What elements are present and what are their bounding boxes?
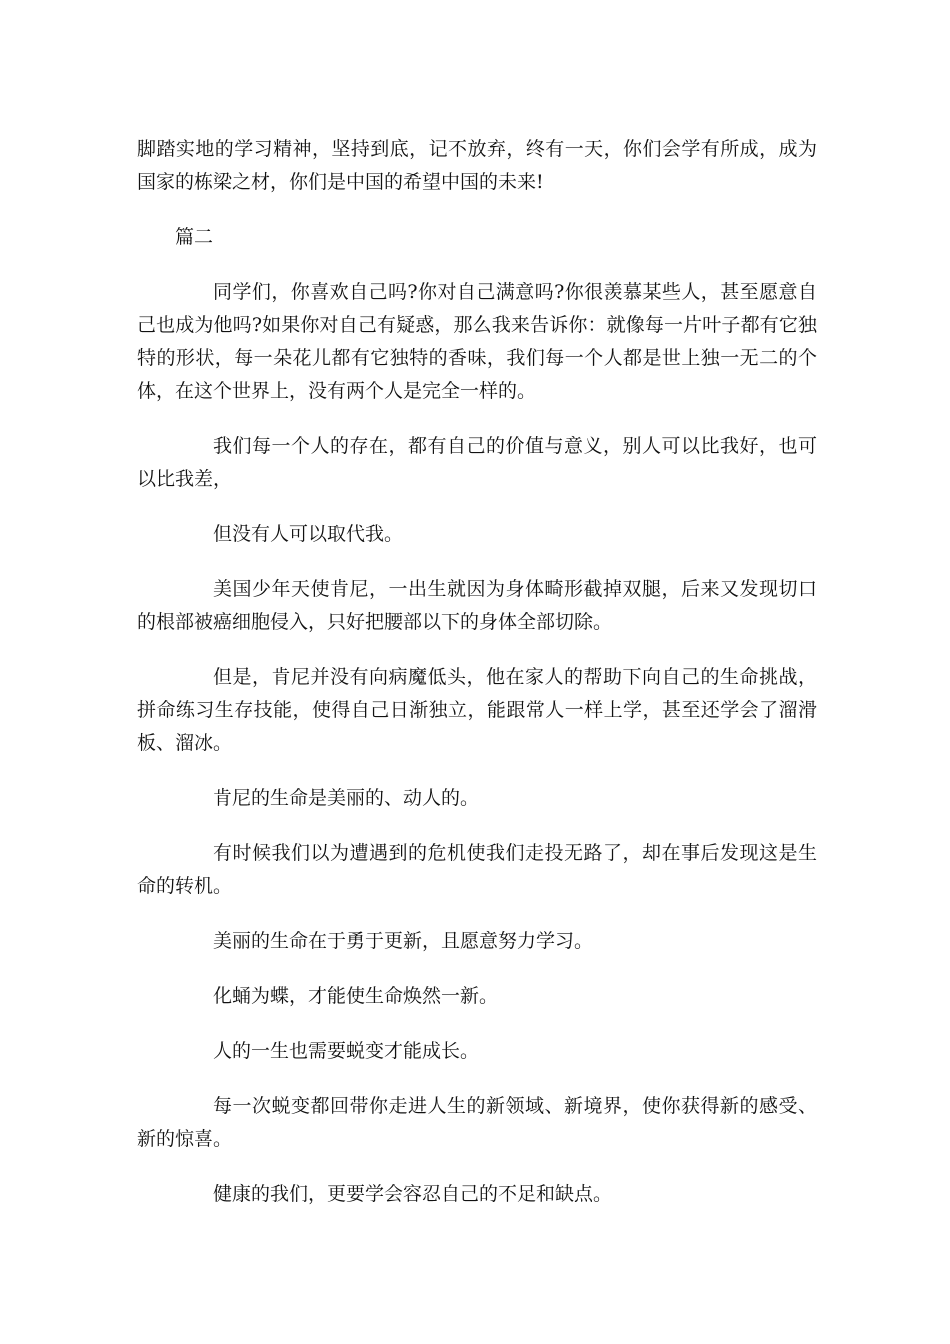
- paragraph: 但没有人可以取代我。: [213, 523, 404, 545]
- paragraph: 人的一生也需要蜕变才能成长。: [213, 1040, 480, 1062]
- paragraph: 脚踏实地的学习精神，坚持到底，记不放弃，终有一天，你们会学有所成，成为国家的栋梁之材，你们是中国的希望中国的未来!: [137, 138, 817, 193]
- paragraph: 有时候我们以为遭遇到的危机使我们走投无路了，却在事后发现这是生命的转机。: [137, 842, 817, 897]
- paragraph: 美丽的生命在于勇于更新，且愿意努力学习。: [213, 930, 594, 952]
- document-body: [137, 133, 817, 1233]
- paragraph: 但是，肯尼并没有向病魔低头，他在家人的帮助下向自己的生命挑战，拼命练习生存技能，使得自己日渐独立，能跟常人一样上学，甚至还学会了溜滑板、溜冰。: [137, 666, 817, 754]
- paragraph: 每一次蜕变都回带你走进人生的新领域、新境界，使你获得新的感受、新的惊喜。: [137, 1095, 817, 1150]
- paragraph: 化蛹为蝶，才能使生命焕然一新。: [213, 985, 499, 1007]
- paragraph: 同学们，你喜欢自己吗?你对自己满意吗?你很羡慕某些人，甚至愿意自己也成为他吗?如果你对自己有疑惑，那么我来告诉你：就像每一片叶子都有它独特的形状，每一朵花儿都有它独特的香味，我们每一个人都是世上独一无二的个体，在这个世界上，没有两个人是完全一样的。: [137, 281, 817, 402]
- paragraph: 我们每一个人的存在，都有自己的价值与意义，别人可以比我好，也可以比我差，: [137, 435, 817, 490]
- paragraph: 肯尼的生命是美丽的、动人的。: [213, 787, 480, 809]
- section-heading: 篇二: [175, 226, 214, 248]
- paragraph: 美国少年天使肯尼，一出生就因为身体畸形截掉双腿，后来又发现切口的根部被癌细胞侵入，只好把腰部以下的身体全部切除。: [137, 578, 817, 633]
- paragraph: 健康的我们，更要学会容忍自己的不足和缺点。: [213, 1183, 613, 1205]
